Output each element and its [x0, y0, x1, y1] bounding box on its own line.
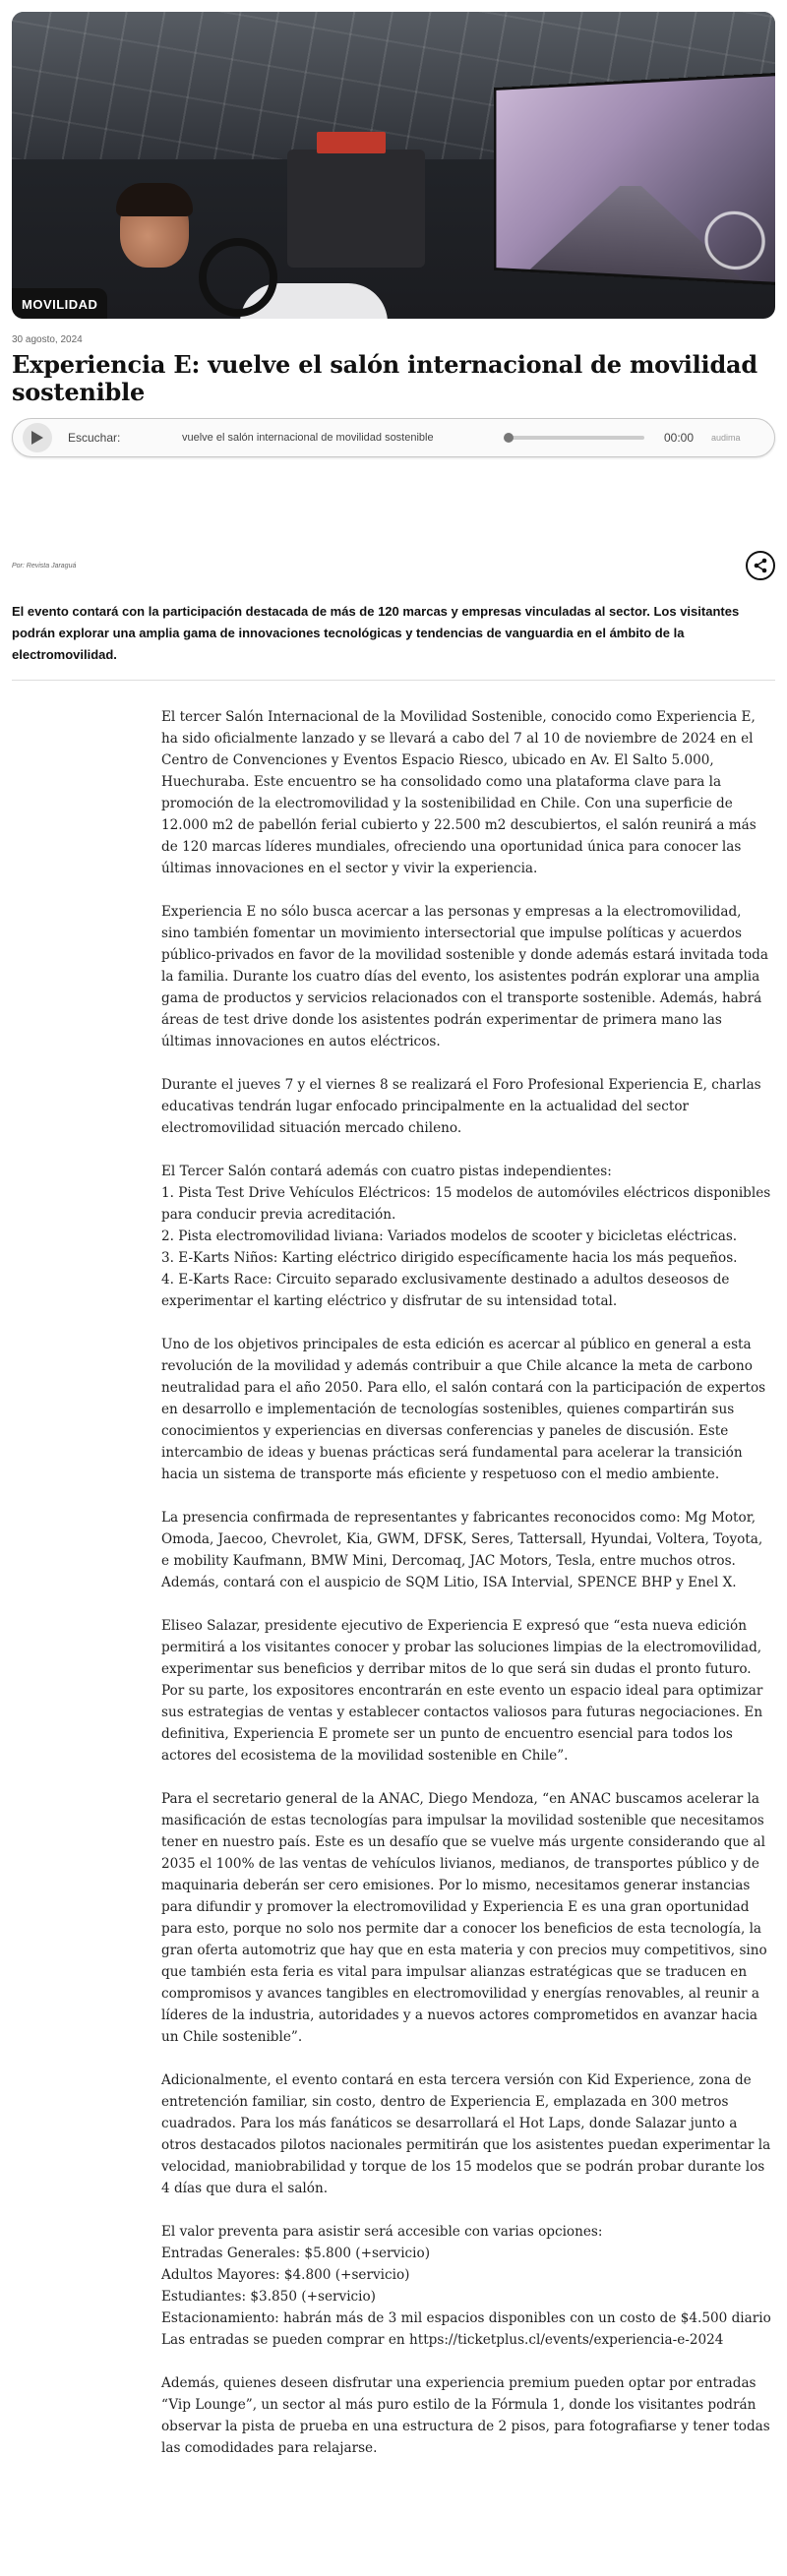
paragraph-line: Estudiantes: $3.850 (+servicio): [161, 2289, 376, 2305]
article-byline: Por: Revista Jaraguá: [12, 562, 77, 569]
audio-progress-knob[interactable]: [504, 433, 514, 443]
paragraph-line: Adultos Mayores: $4.800 (+servicio): [161, 2267, 410, 2283]
paragraph-line: Uno de los objetivos principales de esta edición es acercar al público en general a esta revolución de la movilidad y además contribuir a que Chile alcance la meta de carbono neutralidad para el año 2050. Para ello, el salón contará con la participación de expertos en desarrollo e implementación de tecnologías sostenibles, quienes compartirán sus conocimientos y experiencias en diversas conferencias y paneles de discusión. Este intercambio de ideas y buenas prácticas será fundamental para acelerar la transición hacia un sistema de transporte más eficiente y respetuoso con el medio ambiente.: [161, 1337, 766, 1482]
article-paragraph: [161, 2069, 771, 2199]
paragraph-line: Experiencia E no sólo busca acercar a las personas y empresas a la electromovilidad, sino también fomentar un movimiento intersectorial que impulse políticas y acuerdos público-privados en favor de la movilidad sostenible y donde además estará invitada toda la familia. Durante los cuatro días del evento, los asistentes podrán explorar una amplia gama de productos y servicios relacionados con el transporte sostenible. Además, habrá áreas de test drive donde los asistentes podrán experimentar de primera mano las últimas innovaciones en autos eléctricos.: [161, 904, 768, 1049]
paragraph-line: El Tercer Salón contará además con cuatro pistas independientes:: [161, 1164, 612, 1179]
article-paragraph: [161, 706, 771, 879]
audio-label: Escuchar:: [68, 431, 121, 445]
paragraph-line: El tercer Salón Internacional de la Movilidad Sostenible, conocido como Experiencia E, ha sido oficialmente lanzado y se llevará a cabo del 7 al 10 de noviembre de 2024 en el Centro de Convenciones y Eventos Espacio Riesco, ubicado en Av. El Salto 5.000, Huechuraba. Este encuentro se ha consolidado como una plataforma clave para la promoción de la electromovilidad y la sostenibilidad en Chile. Con una superficie de 12.000 m2 de pabellón ferial cubierto y 22.500 m2 descubiertos, el salón reunirá a más de 120 marcas líderes mundiales, ofreciendo una oportunidad única para conocer las últimas innovaciones en el sector y vivir la experiencia.: [161, 709, 757, 876]
paragraph-line: Eliseo Salazar, presidente ejecutivo de Experiencia E expresó que “esta nueva edición permitirá a los visitantes conocer y probar las soluciones limpias de la electromovilidad, experimentar sus beneficios y derribar mitos de lo que será sin dudas el pronto futuro. Por su parte, los expositores encontrarán en este evento un espacio ideal para optimizar sus estrategias de ventas y establecer contactos valiosos para futuras negociaciones. En definitiva, Experiencia E promete ser un punto de encuentro esencial para todos los actores del ecosistema de la movilidad sostenible en Chile”.: [161, 1618, 763, 1764]
paragraph-line: Adicionalmente, el evento contará en esta tercera versión con Kid Experience, zona de entretención familiar, sin costo, dentro de Experiencia E, emplazada en 300 metros cuadrados. Para los más fanáticos se desarrollará el Hot Laps, donde Salazar junto a otros destacados pilotos nacionales permitirán que los asistentes puedan experimentar la velocidad, maniobrabilidad y torque de los 15 modelos que se podrán probar durante los 4 días que dura el salón.: [161, 2072, 771, 2196]
audio-brand[interactable]: audima: [711, 433, 741, 443]
article-lead: El evento contará con la participación destacada de más de 120 marcas y empresas vinculadas al sector. Los visitantes podrán explorar una amplia gama de innovaciones tecnológicas y tendencias de vanguardia en el ámbito de la electromovilidad.: [12, 604, 740, 662]
article-body: [161, 706, 771, 2500]
article-paragraph: [161, 1334, 771, 1485]
paragraph-line: Las entradas se pueden comprar en https://ticketplus.cl/events/experiencia-e-2024: [161, 2332, 724, 2348]
paragraph-line: La presencia confirmada de representantes y fabricantes reconocidos como: Mg Motor, Omoda, Jaecoo, Chevrolet, Kia, GWM, DFSK, Seres, Tattersall, Hyundai, Voltera, Toyota, e mobility Kaufmann, BMW Mini, Dercomaq, JAC Motors, Tesla, entre muchos otros. Además, contará con el auspicio de SQM Litio, ISA Intervial, SPENCE BHP y Enel X.: [161, 1510, 763, 1590]
hero-rig-sign: [317, 132, 386, 153]
article-paragraph: [161, 1161, 771, 1312]
paragraph-line: 1. Pista Test Drive Vehículos Eléctricos: 15 modelos de automóviles eléctricos disponibles para conducir previa acreditación.: [161, 1185, 771, 1223]
paragraph-line: 4. E-Karts Race: Circuito separado exclusivamente destinado a adultos deseosos de experimentar el karting eléctrico y disfrutar de su intensidad total.: [161, 1272, 730, 1309]
article-title: Experiencia E: vuelve el salón internacional de movilidad sostenible: [12, 350, 757, 406]
byline-row: [12, 550, 775, 581]
hero-simulator-screen: [494, 73, 775, 286]
hero-image: [12, 12, 775, 319]
article-date: 30 agosto, 2024: [12, 334, 83, 345]
hero-simulator-rig: [287, 150, 425, 268]
paragraph-line: El valor preventa para asistir será accesible con varias opciones:: [161, 2224, 603, 2240]
article-paragraph: [161, 1615, 771, 1767]
paragraph-line: Además, quienes deseen disfrutar una experiencia premium pueden optar por entradas “Vip Lounge”, un sector al más puro estilo de la Fórmula 1, donde los visitantes podrán observar la pista de prueba en una estructura de 2 pisos, para fotografiarse y tener todas las comodidades para relajarse.: [161, 2375, 770, 2456]
article-paragraph: [161, 901, 771, 1052]
share-icon: [753, 558, 768, 573]
article-paragraph: [161, 1788, 771, 2048]
audio-track-title: vuelve el salón internacional de movilidad sostenible: [182, 432, 434, 444]
paragraph-line: Durante el jueves 7 y el viernes 8 se realizará el Foro Profesional Experiencia E, charlas educativas tendrán lugar enfocado principalmente en la actualidad del sector electromovilidad situación mercado chileno.: [161, 1077, 761, 1136]
hero-person-hair: [116, 183, 193, 216]
paragraph-line: Estacionamiento: habrán más de 3 mil espacios disponibles con un costo de $4.500 diario: [161, 2310, 771, 2326]
paragraph-line: Entradas Generales: $5.800 (+servicio): [161, 2246, 430, 2261]
audio-player: [12, 418, 775, 457]
play-button[interactable]: [23, 423, 52, 452]
category-badge[interactable]: MOVILIDAD: [12, 288, 107, 319]
hero-steering-wheel: [199, 238, 277, 317]
paragraph-line: 3. E-Karts Niños: Karting eléctrico dirigido específicamente hacia los más pequeños.: [161, 1250, 738, 1266]
play-icon: [30, 430, 44, 446]
article-paragraph: [161, 2221, 771, 2351]
audio-time: 00:00: [664, 431, 695, 445]
article-paragraph: [161, 2372, 771, 2459]
article-paragraph: [161, 1074, 771, 1139]
audio-progress-bar[interactable]: [507, 436, 644, 440]
paragraph-line: 2. Pista electromovilidad liviana: Variados modelos de scooter y bicicletas eléctricas.: [161, 1228, 738, 1244]
share-button[interactable]: [746, 551, 775, 580]
divider: [12, 680, 775, 681]
paragraph-line: Para el secretario general de la ANAC, Diego Mendoza, “en ANAC buscamos acelerar la masificación de estas tecnologías para impulsar la movilidad sostenible que necesitamos tener en nuestro país. Este es un desafío que se vuelve más urgente considerando que al 2035 el 100% de las ventas de vehículos livianos, medianos, de transportes público y de maquinaria deberán ser cero emisiones. Por lo mismo, necesitamos generar instancias para difundir y promover la electromovilidad y Experiencia E es una gran oportunidad para esto, porque no solo nos permite dar a conocer los beneficios de esta tecnología, la gran oferta automotriz que hay que en esta materia y con precios muy competitivos, sino que también esta feria es vital para impulsar alianzas estratégicas que se traducen en compromisos y avances tangibles en electromovilidad y energías renovables, al reunir a líderes de la industria, autoridades y a nuevos actores comprometidos en avanzar hacia un Chile sostenible”.: [161, 1791, 767, 2045]
article-paragraph: [161, 1507, 771, 1593]
